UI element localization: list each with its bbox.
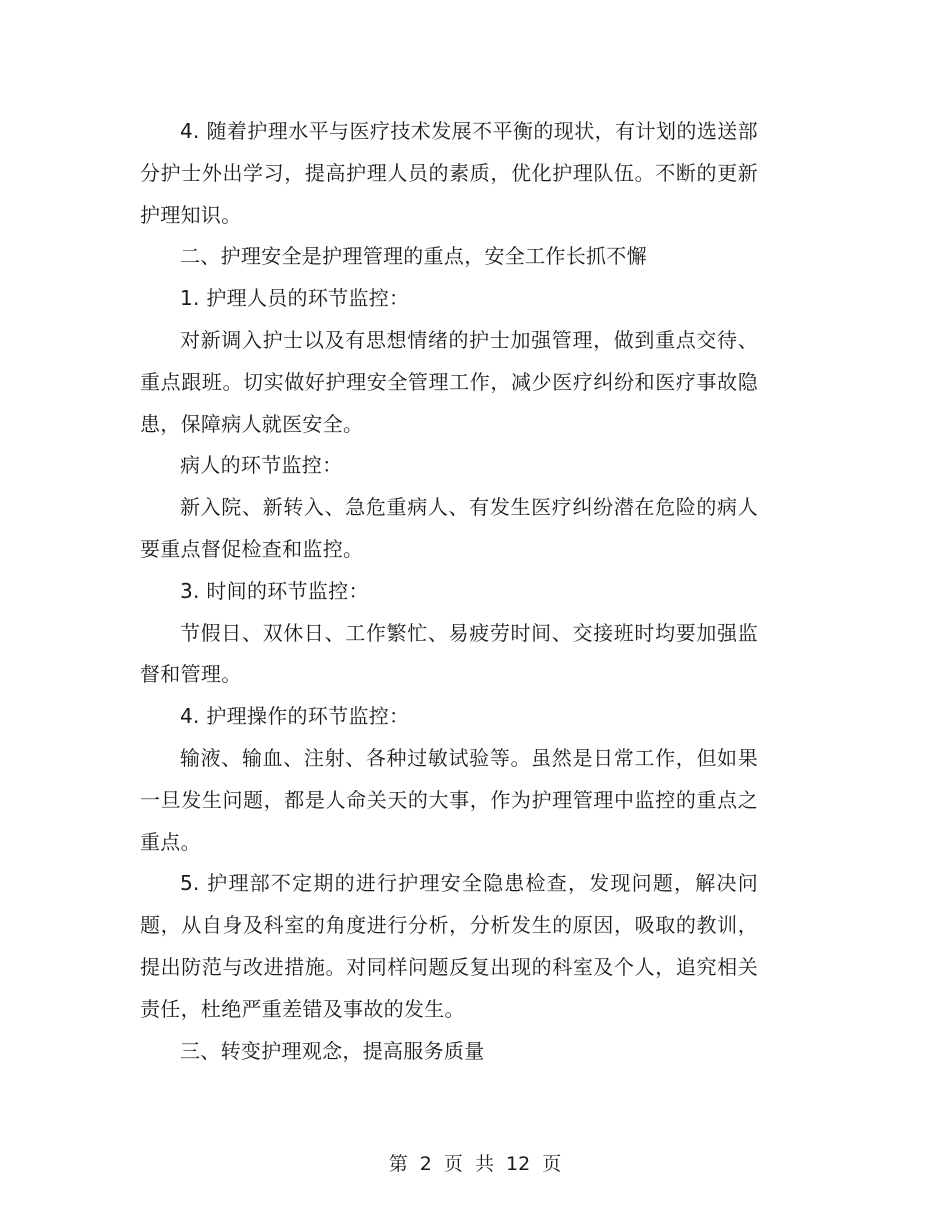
- paragraph-nurse-training: 4. 随着护理水平与医疗技术发展不平衡的现状，有计划的选送部分护士外出学习，提高护理人员的素质，优化护理队伍。不断的更新护理知识。: [140, 119, 758, 227]
- subheading-time-monitoring: 3. 时间的环节监控：: [180, 578, 369, 603]
- paragraph-operation-monitoring: 输液、输血、注射、各种过敏试验等。虽然是日常工作，但如果一旦发生问题，都是人命关天的大事，作为护理管理中监控的重点之重点。: [140, 745, 758, 854]
- section-heading-nursing-safety: 二、护理安全是护理管理的重点，安全工作长抓不懈: [180, 244, 647, 269]
- subheading-patient-monitoring: 病人的环节监控：: [180, 453, 343, 478]
- paragraph-time-monitoring: 节假日、双休日、工作繁忙、易疲劳时间、交接班时均要加强监督和管理。: [140, 620, 758, 687]
- page-number-footer: 第 2 页 共 12 页: [388, 1153, 562, 1175]
- section-heading-service-quality: 三、转变护理观念，提高服务质量: [180, 1038, 485, 1063]
- subheading-operation-monitoring: 4. 护理操作的环节监控：: [180, 704, 410, 729]
- paragraph-patient-monitoring: 新入院、新转入、急危重病人、有发生医疗纠纷潜在危险的病人要重点督促检查和监控。: [140, 495, 758, 561]
- paragraph-staff-monitoring: 对新调入护士以及有思想情绪的护士加强管理，做到重点交待、重点跟班。切实做好护理安全管理工作，减少医疗纠纷和医疗事故隐患，保障病人就医安全。: [140, 327, 758, 436]
- document-body: [140, 111, 758, 1072]
- subheading-staff-monitoring: 1. 护理人员的环节监控：: [180, 286, 410, 311]
- paragraph-safety-inspection: 5. 护理部不定期的进行护理安全隐患检查，发现问题，解决问题，从自身及科室的角度进行分析，分析发生的原因，吸取的教训，提出防范与改进措施。对同样问题反复出现的科室及个人，追究相关责任，杜绝严重差错及事故的发生。: [140, 871, 758, 1021]
